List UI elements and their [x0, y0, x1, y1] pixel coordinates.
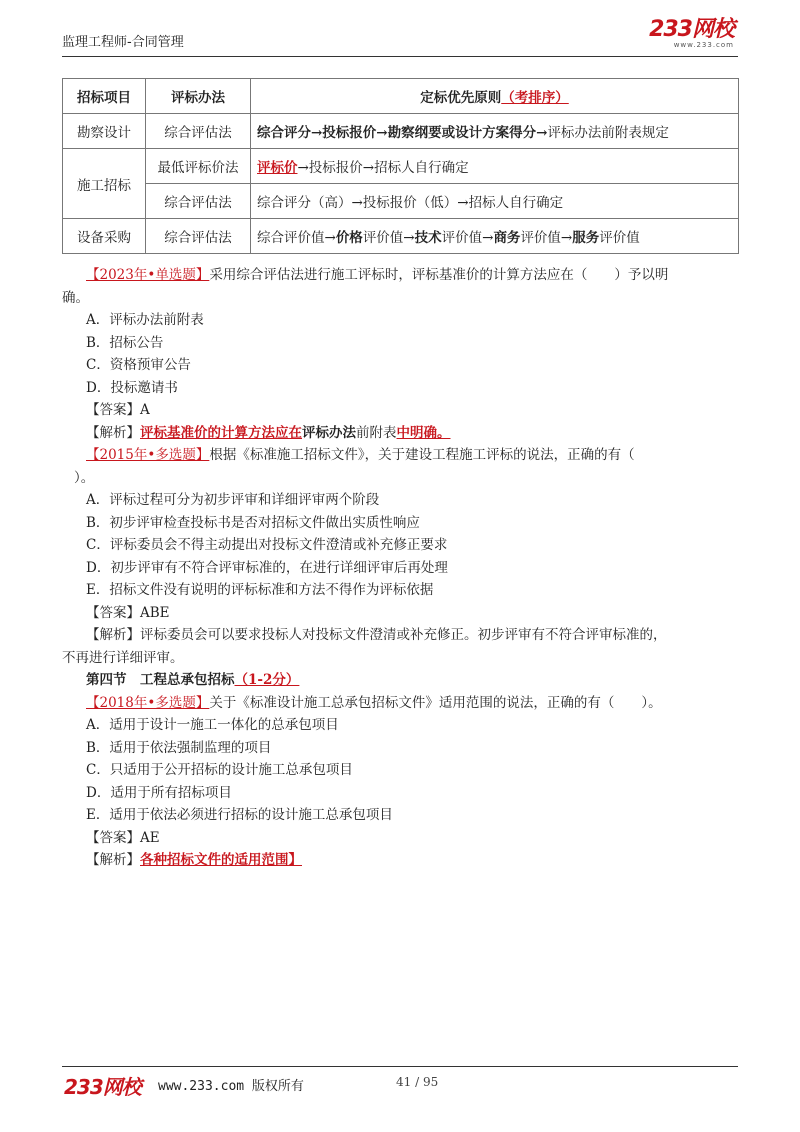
option-d: D．初步评审有不符合评审标准的，在进行详细评审后再处理 [86, 559, 448, 576]
option-d: D．适用于所有招标项目 [86, 784, 232, 801]
footer-logo: 233网校 [64, 1075, 141, 1099]
exam-order-note: （考排序） [501, 90, 569, 106]
answer: 【答案】A [86, 402, 150, 418]
option-a: A．适用于设计一施工一体化的总承包项目 [86, 717, 339, 733]
principle-header-text: 定标优先原则 [420, 90, 502, 106]
col-project-header: 招标项目 [63, 79, 146, 114]
principle-part: 评价值→ [441, 230, 494, 246]
logo-text: 233网校 [649, 17, 734, 42]
analysis-label: 【解析】 [86, 852, 140, 868]
principle-bold: 价格 [335, 230, 363, 246]
principle-part: 评价值→ [520, 230, 573, 246]
cell-method: 最低评标价法 [146, 149, 251, 184]
principle-part: 评价值→ [362, 230, 415, 246]
option-a: A．评标过程可分为初步评审和详细评审两个阶段 [86, 492, 380, 508]
question-tag: 【2023年•单选题】 [86, 267, 210, 283]
analysis-cont: 不再进行详细评审。 [62, 649, 184, 666]
stem-text: 关于《标准设计施工总承包招标文件》适用范围的说法，正确的有（ ）。 [209, 694, 662, 711]
question-stem [62, 444, 738, 467]
principle-bold: 综合评分→投标报价→勘察纲要或设计方案得分→ [257, 125, 548, 141]
principle-part: 综合评价值→ [257, 230, 336, 246]
question-tag: 【2015年•多选题】 [86, 447, 210, 463]
option-e: E．招标文件没有说明的评标标准和方法不得作为评标依据 [86, 582, 434, 598]
option-d: D．投标邀请书 [86, 379, 178, 396]
table-header-row [63, 79, 739, 114]
footer-copyright: www.233.com 版权所有 [158, 1079, 304, 1094]
section-title: 第四节 工程总承包招标 [86, 672, 235, 688]
cell-method: 综合评估法 [146, 219, 251, 254]
table-row [63, 114, 739, 149]
option-c: C．只适用于公开招标的设计施工总承包项目 [86, 762, 353, 778]
page-number: 41 / 95 [396, 1075, 439, 1089]
option-b: B．初步评审检查投标书是否对招标文件做出实质性响应 [86, 514, 420, 531]
page-footer [62, 1066, 738, 1103]
option-e: E．适用于依法必须进行招标的设计施工总承包项目 [86, 807, 393, 823]
option-a: A．评标办法前附表 [86, 312, 204, 328]
principle-rest: →投标报价→招标人自行确定 [297, 160, 469, 176]
section-score: （1-2分） [234, 672, 300, 688]
question-content [62, 264, 738, 872]
principle-highlight: 评标价 [257, 160, 298, 176]
col-principle-header [251, 79, 739, 114]
stem-text: 采用综合评估法进行施工评标时，评标基准价的计算方法应在（ ）予以明 [209, 267, 669, 283]
cell-project: 勘察设计 [63, 114, 146, 149]
cell-principle [251, 149, 739, 184]
brand-logo [649, 18, 734, 49]
table-row [63, 184, 739, 219]
question-stem-cont: 确。 [62, 289, 89, 306]
table-row [63, 219, 739, 254]
section-heading [62, 669, 738, 692]
cell-method: 综合评估法 [146, 114, 251, 149]
analysis [62, 849, 738, 872]
question-tag: 【2018年•多选题】 [86, 694, 210, 711]
award-rules-table [62, 78, 739, 254]
table-row [63, 149, 739, 184]
page-header [62, 18, 738, 57]
analysis-highlight: 中明确。 [396, 424, 451, 441]
cell-method: 综合评估法 [146, 184, 251, 219]
question-stem-cont: ）。 [74, 469, 95, 486]
option-b: B．招标公告 [86, 334, 164, 351]
option-c: C．资格预审公告 [86, 357, 191, 373]
cell-project: 设备采购 [63, 219, 146, 254]
principle-bold: 商务 [493, 230, 521, 246]
option-c: C．评标委员会不得主动提出对投标文件澄清或补充修正要求 [86, 537, 448, 553]
stem-text: 根据《标准施工招标文件》，关于建设工程施工评标的说法，正确的有（ [209, 447, 635, 463]
principle-bold: 服务 [572, 230, 600, 246]
cell-principle [251, 114, 739, 149]
question-stem [62, 264, 738, 287]
answer: 【答案】AE [86, 829, 160, 846]
document-title: 监理工程师-合同管理 [62, 35, 184, 50]
analysis-label: 【解析】 [86, 424, 140, 441]
cell-principle [251, 219, 739, 254]
cell-principle: 综合评分（高）→投标报价（低）→招标人自行确定 [251, 184, 739, 219]
logo-url: www.233.com [673, 41, 734, 49]
analysis-highlight: 各种招标文件的适用范围】 [140, 852, 302, 868]
analysis-bold: 评标办法 [302, 424, 356, 441]
analysis: 【解析】评标委员会可以要求投标人对投标文件澄清或补充修正。初步评审有不符合评审标准的， [86, 627, 667, 643]
option-b: B．适用于依法强制监理的项目 [86, 739, 272, 756]
question-stem [62, 692, 738, 715]
analysis-text: 前附表 [356, 424, 397, 441]
answer: 【答案】ABE [86, 604, 170, 621]
cell-project: 施工招标 [63, 149, 146, 219]
analysis-highlight: 评标基准价的计算方法应在 [140, 424, 302, 441]
principle-part: 评价值 [599, 230, 640, 246]
analysis [62, 422, 738, 445]
principle-bold: 技术 [414, 230, 442, 246]
principle-rest: 评标办法前附表规定 [547, 125, 669, 141]
col-method-header: 评标办法 [146, 79, 251, 114]
